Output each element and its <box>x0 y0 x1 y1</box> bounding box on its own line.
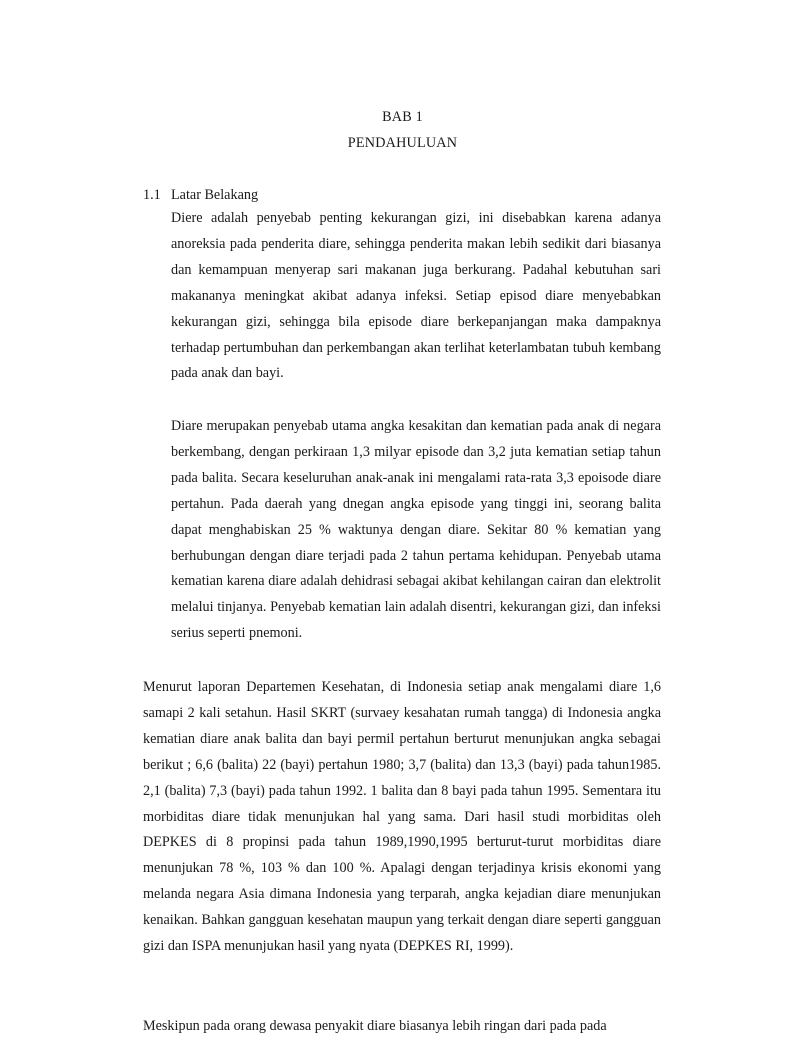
paragraph: Diere adalah penyebab penting kekurangan gizi, ini disebabkan karena adanya anoreksia pada penderita diare, sehingga penderita makan lebih sedikit dari biasanya dan kemampuan menyerap sari makanan juga berkurang. Padahal kebutuhan sari makananya meningkat akibat adanya infeksi. Setiap episod diare menyebabkan kekurangan gizi, sehingga bila episode diare berkepanjangan maka dampaknya terhadap pertumbuhan dan perkembangan akan terlihat keterlambatan tubuh kembang pada anak dan bayi. <box>171 210 661 382</box>
chapter-title: PENDAHULUAN <box>347 135 458 151</box>
paragraph-cut-off: Meskipun pada orang dewasa penyakit diare biasanya lebih ringan dari pada pada <box>143 1018 607 1034</box>
section-heading <box>143 188 258 202</box>
section-number: 1.1 <box>143 187 161 203</box>
section-title: Latar Belakang <box>171 187 259 203</box>
paragraph: Diare merupakan penyebab utama angka kesakitan dan kematian pada anak di negara berkembang, dengan perkiraan 1,3 milyar episode dan 3,2 juta kematian setiap tahun pada balita. Secara keseluruhan anak-anak ini mengalami rata-rata 3,3 epoisode diare pertahun. Pada daerah yang dnegan angka episode yang tinggi ini, seorang balita dapat menghabiskan 25 % waktunya dengan diare. Sekitar 80 % kematian yang berhubungan dengan diare terjadi pada 2 tahun pertama kehidupan. Penyebab utama kematian karena diare adalah dehidrasi sebagai akibat kehilangan cairan dan elektrolit melalui tinjanya. Penyebab kematian lain adalah disentri, kekurangan gizi, dan infeksi serius seperti pnemoni. <box>171 418 661 642</box>
chapter-label: BAB 1 <box>382 109 423 125</box>
paragraph: Menurut laporan Departemen Kesehatan, di Indonesia setiap anak mengalami diare 1,6 samapi 2 kali setahun. Hasil SKRT (survaey kesahatan rumah tangga) di Indonesia angka kematian diare anak balita dan bayi permil pertahun berturut menunjukan angka sebagai berikut ; 6,6 (balita) 22 (bayi) pertahun 1980; 3,7 (balita) dan 13,3 (bayi) pada tahun1985. 2,1 (balita) 7,3 (bayi) pada tahun 1992. 1 balita dan 8 bayi pada tahun 1995. Sementara itu morbiditas diare tidak menunjukan hal yang sama. Dari hasil studi morbiditas oleh DEPKES di 8 propinsi pada tahun 1989,1990,1995 berturut-turut morbiditas diare menunjukan 78 %, 103 % dan 100 %. Apalagi dengan terjadinya krisis ekonomi yang melanda negara Asia dimana Indonesia yang terparah, angka kejadian diare menunjukan kenaikan. Bahkan gangguan kesehatan maupun yang terkait dengan diare seperti gangguan gizi dan ISPA menunjukan hasil yang nyata (DEPKES RI, 1999). <box>143 679 661 955</box>
